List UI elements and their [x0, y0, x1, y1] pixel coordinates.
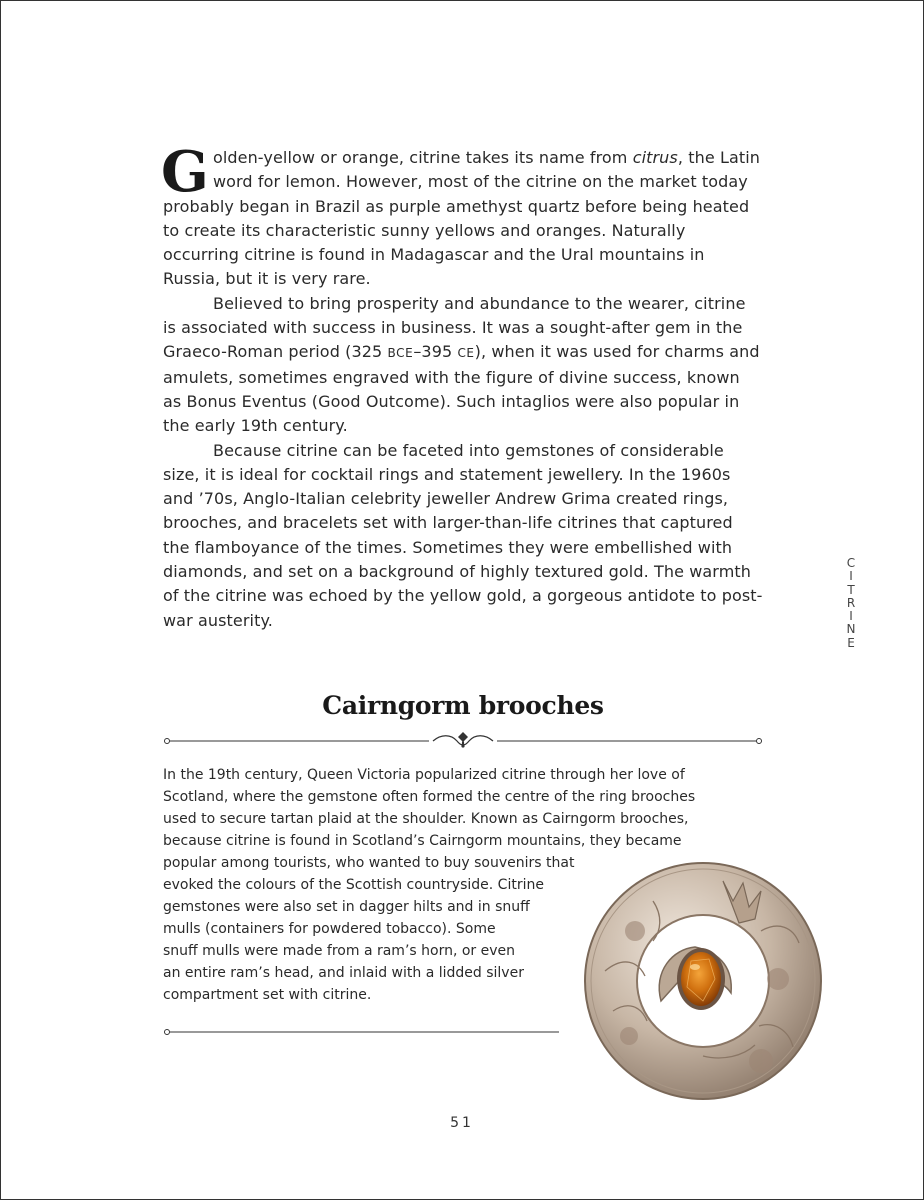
- feature-title: Cairngorm brooches: [322, 691, 604, 720]
- chapter-side-label: C I T R I N E: [846, 556, 856, 650]
- intro-text: [161, 139, 763, 633]
- feature-text: In the 19th century, Queen Victoria popularized citrine through her love of Scotland, where the gemstone often formed the centre of the ring brooches used to secure tartan plaid at the shoulder. Known as Cairngorm brooches, because citrine is found in Scotland’s Cairngorm mountains, they became popular among tourists, who wanted to buy souvenirs that evoked the colours of the Scottish countryside. Citrine gemstones were also set in dagger hilts and in snuff mulls (containers for powdered tobacco). Some snuff mulls were made from a ram’s horn, or even an entire ram’s head, and inlaid with a lidded silver compartment set with citrine.: [163, 767, 696, 1003]
- cairngorm-brooch-image: [583, 861, 823, 1101]
- paragraph-3: Because citrine can be faceted into gemstones of considerable size, it is ideal for cocktail rings and statement jewellery. In the 1960s and ’70s, Anglo-Italian celebrity jeweller Andrew Grima created rings, brooches, and bracelets set with larger-than-life citrines that captured the flamboyance of the times. Sometimes they were embellished with diamonds, and set on a background of highly textured gold. The warmth of the citrine was echoed by the yellow gold, a gorgeous antidote to post-war austerity.: [163, 440, 763, 630]
- drop-cap: G: [161, 139, 209, 205]
- page-number: 51: [450, 1115, 474, 1131]
- paragraph-1: Golden-yellow or orange, citrine takes its name from citrus, the Latin word for lemon. However, most of the citrine on the market today probably began in Brazil as purple amethyst quartz before being heated to create its characteristic sunny yellows and oranges. Naturally occurring citrine is found in Madagascar and the Ural mountains in Russia, but it is very rare.: [161, 139, 761, 289]
- ornamental-divider: [161, 731, 765, 751]
- paragraph-2: Believed to bring prosperity and abundance to the wearer, citrine is associated with success in business. It was a sought-after gem in the Graeco-Roman period (325 BCE–395 CE), when it was used for charms and amulets, sometimes engraved with the figure of divine success, known as Bonus Eventus (Good Outcome). Such intaglios were also popular in the early 19th century.: [163, 293, 760, 436]
- bottom-rule: [161, 1026, 561, 1038]
